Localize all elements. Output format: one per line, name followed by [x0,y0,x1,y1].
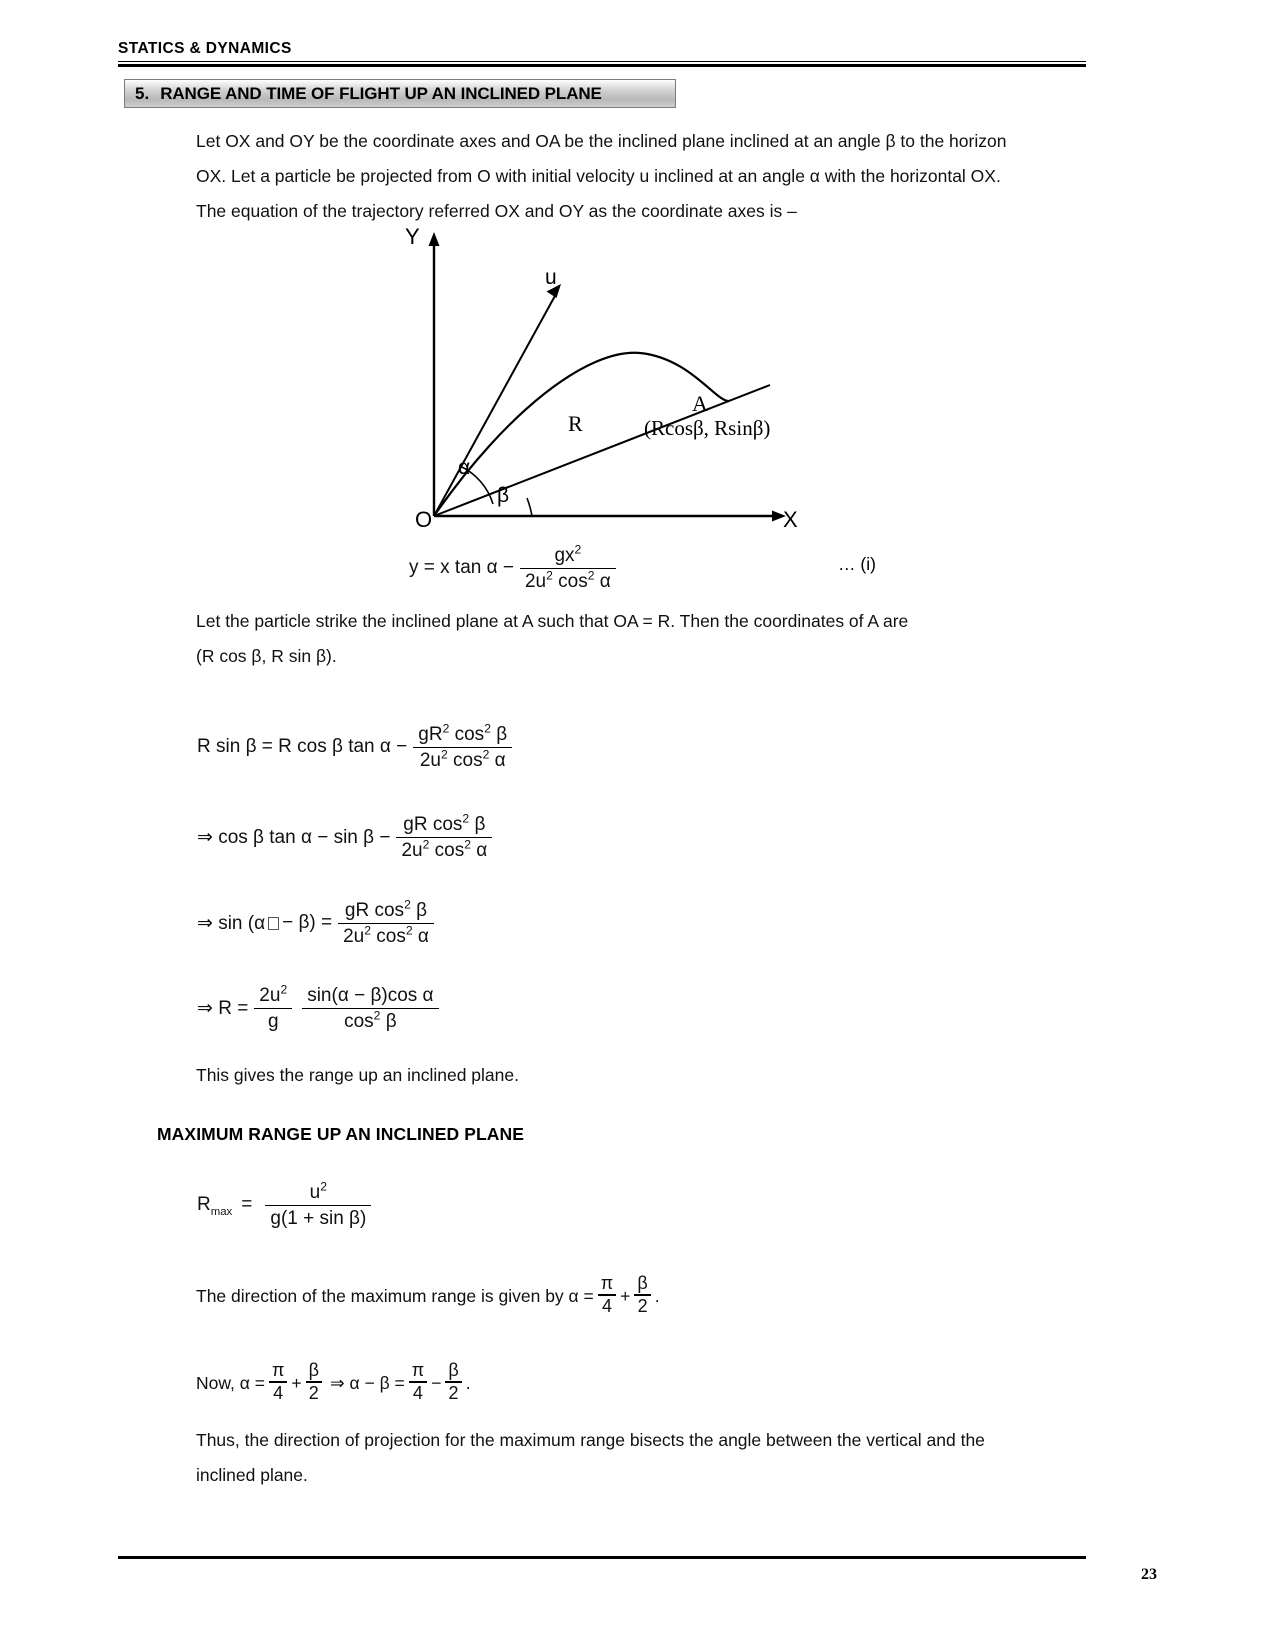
fraction-pi-over-4-3 [409,1361,427,1403]
trajectory-numerator: $gx^2$ [554,542,582,566]
two-denominator: 2 [448,1382,459,1403]
deriv2-denominator: $2u^2$ $\cos^2 \alpha$ [401,837,488,861]
rmax-numerator: $u^2$ [309,1179,328,1203]
fraction-pi-over-4 [598,1274,616,1316]
deriv1-numerator: $gR^2$ $\cos^2 \beta$ [418,721,508,745]
two-denominator: 2 [637,1295,648,1316]
diagram-svg [398,226,828,536]
y-axis-arrowhead [429,232,440,246]
strike-line-2: (R cos β, R sin β). [196,646,337,666]
fraction-beta-over-2-2 [306,1361,322,1403]
y-axis-label: Y [405,224,420,249]
now-row [196,1362,471,1404]
now-text-a: Now, α = [196,1372,265,1393]
trajectory-lhs: y = x tan α − [409,557,514,579]
section-title-bar [124,79,676,108]
header-rule-thin [118,61,1086,62]
derivation-equation-2 [196,811,497,861]
deriv2-numerator: gR $\cos^2 \beta$ [403,811,486,835]
direction-text-b: + [620,1285,631,1306]
direction-row [196,1275,660,1317]
now-text-c: ⇒ α − β = [329,1372,405,1393]
max-range-formula [196,1179,376,1229]
thus-line-1: Thus, the direction of projection for the maximum range bisects the angle between the vertical and the [196,1430,985,1450]
header-rule [118,64,1086,67]
pi-numerator: π [600,1273,614,1293]
derivation-equation-4 [196,982,444,1032]
fraction-bar [302,1008,438,1009]
range-label: R [568,411,583,436]
thus-line-2: inclined plane. [196,1465,308,1485]
deriv1-lhs: R sin β = R cos β tan α − [197,736,408,758]
four-denominator: 4 [412,1382,423,1403]
now-alpha-line [196,1362,1096,1404]
deriv4-f2-denominator: $\cos^2 \beta$ [344,1008,397,1032]
x-axis-label: X [783,507,798,532]
trajectory-denominator: $2u^2$ $\cos^2 \alpha$ [524,568,611,592]
deriv1-denominator: $2u^2$ $\cos^2 \alpha$ [419,747,506,771]
derivation-equation-3 [196,897,439,947]
origin-label: O [415,507,433,532]
fraction-bar [396,837,492,838]
equation-number-i: … (i) [838,554,876,574]
fraction-bar [254,1008,292,1009]
equation-trajectory [408,542,621,592]
alpha-angle-label: α [458,456,471,479]
fraction-bar [265,1205,371,1206]
rmax-fraction [265,1179,371,1229]
beta-angle-label: β [497,484,510,507]
pi-numerator: π [411,1360,425,1380]
two-denominator: 2 [308,1382,319,1403]
deriv3-denominator: $2u^2$ $\cos^2 \alpha$ [343,923,429,947]
section-title: RANGE AND TIME OF FLIGHT UP AN INCLINED PLANE [160,83,602,103]
beta-numerator: β [308,1360,319,1380]
section-number: 5. [135,83,150,103]
point-a-label: A [692,391,708,416]
box-glyph-icon [268,917,279,930]
fraction-beta-over-2-3 [445,1361,461,1403]
pi-numerator: π [271,1360,285,1380]
deriv1-fraction [413,721,512,771]
beta-angle-arc [527,498,532,516]
trajectory-fraction [520,542,616,592]
deriv3-lhs-b: − β) = [282,912,333,934]
deriv4-lhs: ⇒ R = [197,997,249,1019]
strike-line-1: Let the particle strike the inclined plane at A such that OA = R. Then the coordinates of A are [196,611,909,631]
deriv4-f1-numerator: $2u^2$ [259,982,288,1006]
footer-rule [118,1556,1086,1559]
deriv3-numerator: gR $\cos^2 \beta$ [344,897,428,921]
fraction-bar [413,747,512,748]
intro-line-1: Let OX and OY be the coordinate axes and OA be the inclined plane inclined at an angle β to the horizon [196,131,1007,151]
deriv2-lhs: ⇒ cos β tan α − sin β − [197,826,391,848]
beta-numerator: β [448,1360,459,1380]
intro-line-3: The equation of the trajectory referred OX and OY as the coordinate axes is – [196,201,797,221]
fraction-bar [338,923,434,924]
fraction-bar [520,568,616,569]
now-text-b: + [291,1372,302,1393]
now-text-d: − [431,1372,442,1393]
deriv3-fraction [338,897,434,947]
projectile-inclined-plane-diagram [398,226,828,536]
deriv4-fraction-2 [302,985,438,1032]
fraction-beta-over-2 [634,1274,650,1316]
direction-text-c: . [654,1285,660,1306]
max-range-heading: MAXIMUM RANGE UP AN INCLINED PLANE [157,1124,525,1144]
running-head: STATICS & DYNAMICS [118,40,292,57]
deriv4-f1-denominator: g [267,1010,279,1032]
direction-max-range-line [196,1275,1096,1317]
rmax-equals: = [241,1194,253,1216]
beta-numerator: β [637,1273,648,1293]
this-gives-text: This gives the range up an inclined plane. [196,1065,519,1085]
deriv4-fraction-1 [254,982,292,1032]
deriv3-lhs-a: ⇒ sin (α [197,912,266,934]
direction-text-a: The direction of the maximum range is given by α = [196,1285,594,1306]
deriv4-f2-numerator: sin(α − β)cos α [307,985,434,1006]
velocity-label: u [545,266,557,289]
rmax-denominator: g(1 + sin β) [270,1207,367,1229]
intro-line-2: OX. Let a particle be projected from O with initial velocity u inclined at an angle α with the horizontal OX. [196,166,1001,186]
fraction-pi-over-4-2 [269,1361,287,1403]
four-denominator: 4 [601,1295,612,1316]
four-denominator: 4 [273,1382,284,1403]
page-number: 23 [1141,1566,1157,1583]
now-text-e: . [465,1372,471,1393]
deriv2-fraction [396,811,492,861]
derivation-equation-1 [196,721,517,771]
velocity-vector [434,294,556,516]
rmax-symbol: $R_{max}$ [197,1194,233,1219]
point-a-coordinates: (Rcosβ, Rsinβ) [644,416,771,440]
